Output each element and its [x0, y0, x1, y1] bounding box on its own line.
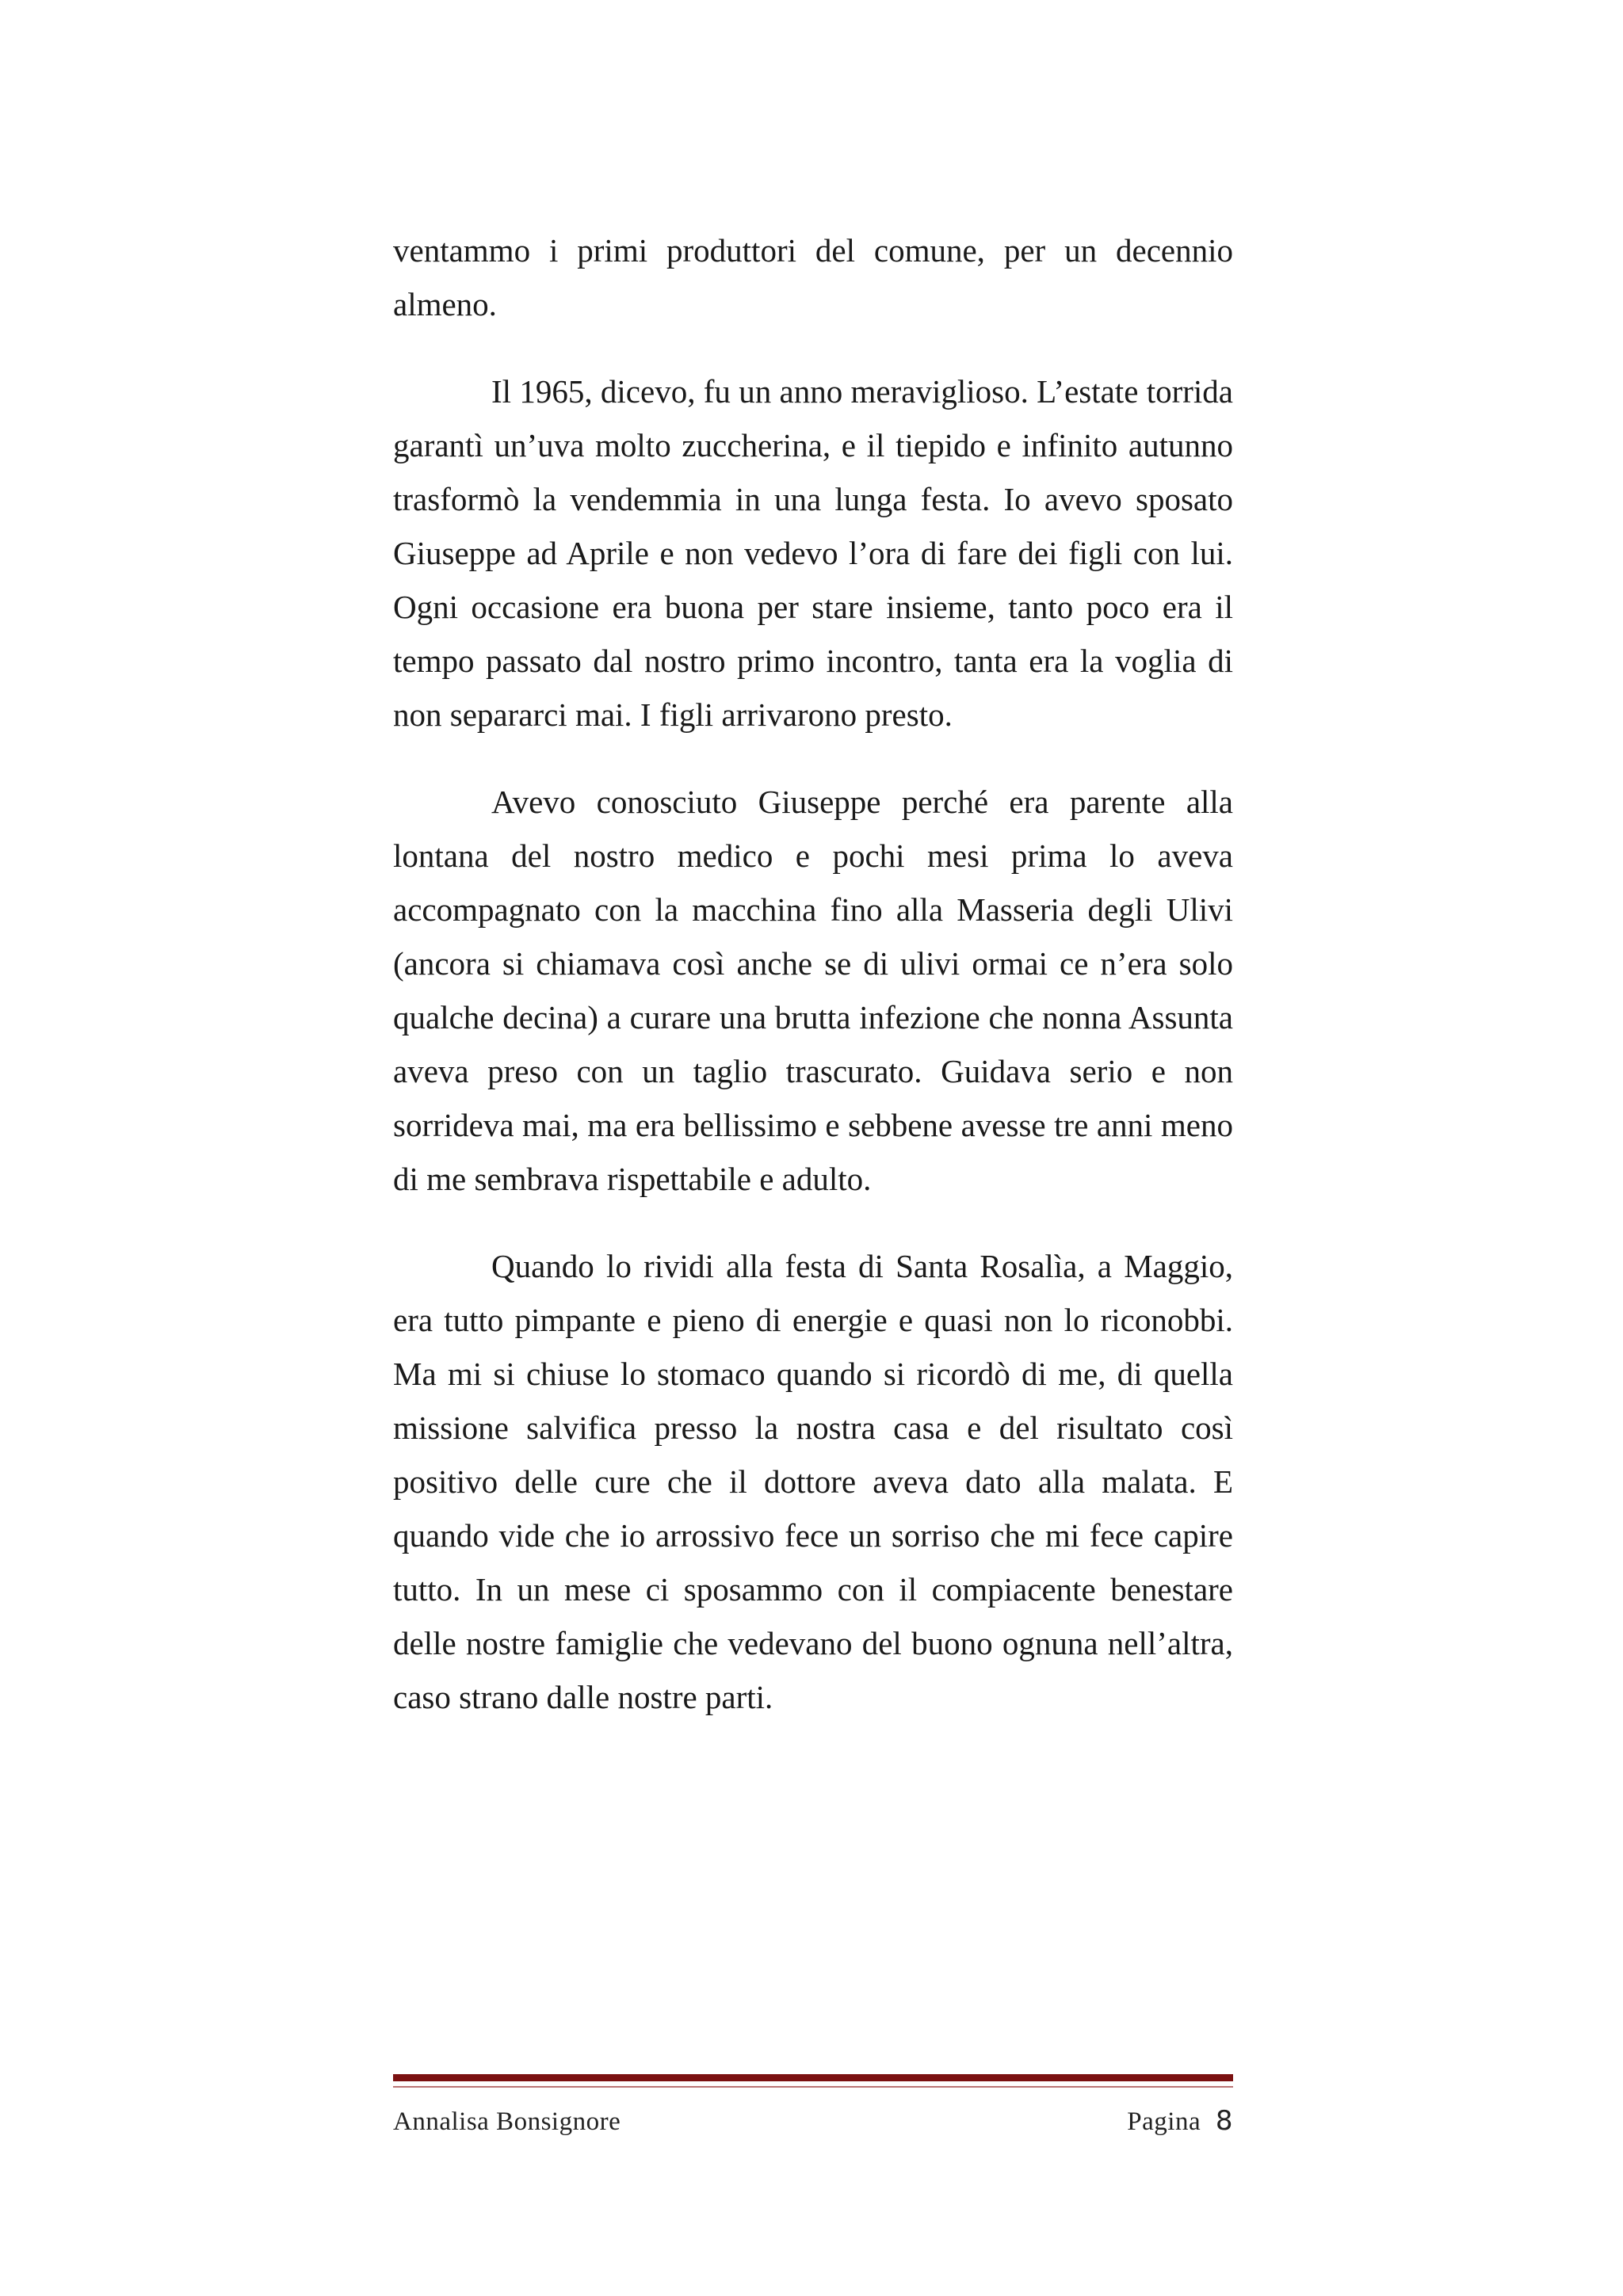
paragraph-1: ventammo i primi produttori del comune, per un decennio almeno.: [393, 232, 1233, 322]
footer-author: Annalisa Bonsignore: [393, 2107, 621, 2136]
paragraph-2: Il 1965, dicevo, fu un anno meraviglioso. L’estate torrida garantì un’uva molto zuccherina, e il tiepido e infinito autunno trasformò la vendemmia in una lunga festa. Io avevo sposato Giuseppe ad Aprile e non vedevo l’ora di fare dei figli con lui. Ogni occasione era buona per stare insieme, tanto poco era il tempo passato dal nostro primo incontro, tanta era la voglia di non separarci mai. I figli arrivarono presto.: [393, 373, 1233, 733]
page-number: 8: [1215, 2105, 1233, 2137]
page-footer: [393, 2074, 1233, 2137]
footer-rule-thin: [393, 2086, 1233, 2088]
paragraph-3: Avevo conosciuto Giuseppe perché era parente alla lontana del nostro medico e pochi mesi prima lo aveva accompagnato con la macchina fino alla Masseria degli Ulivi (ancora si chiamava così anche se di ulivi ormai ce n’era solo qualche decina) a curare una brutta infezione che nonna Assunta aveva preso con un taglio trascurato. Guidava serio e non sorrideva mai, ma era bellissimo e sebbene avesse tre anni meno di me sembrava rispettabile e adulto.: [393, 784, 1233, 1197]
paragraph-4: Quando lo rividi alla festa di Santa Rosalìa, a Maggio, era tutto pimpante e pieno di energie e quasi non lo riconobbi. Ma mi si chiuse lo stomaco quando si ricordò di me, di quella missione salvifica presso la nostra casa e del risultato così positivo delle cure che il dottore aveva dato alla malata. E quando vide che io arrossivo fece un sorriso che mi fece capire tutto. In un mese ci sposammo con il compiacente benestare delle nostre famiglie che vedevano del buono ognuna nell’altra, caso strano dalle nostre parti.: [393, 1248, 1233, 1715]
footer-rule: [393, 2074, 1233, 2081]
body-text: [393, 223, 1233, 1757]
footer-row: [393, 2105, 1233, 2137]
page-label: Pagina: [1127, 2107, 1201, 2136]
footer-page-info: [1127, 2105, 1233, 2137]
